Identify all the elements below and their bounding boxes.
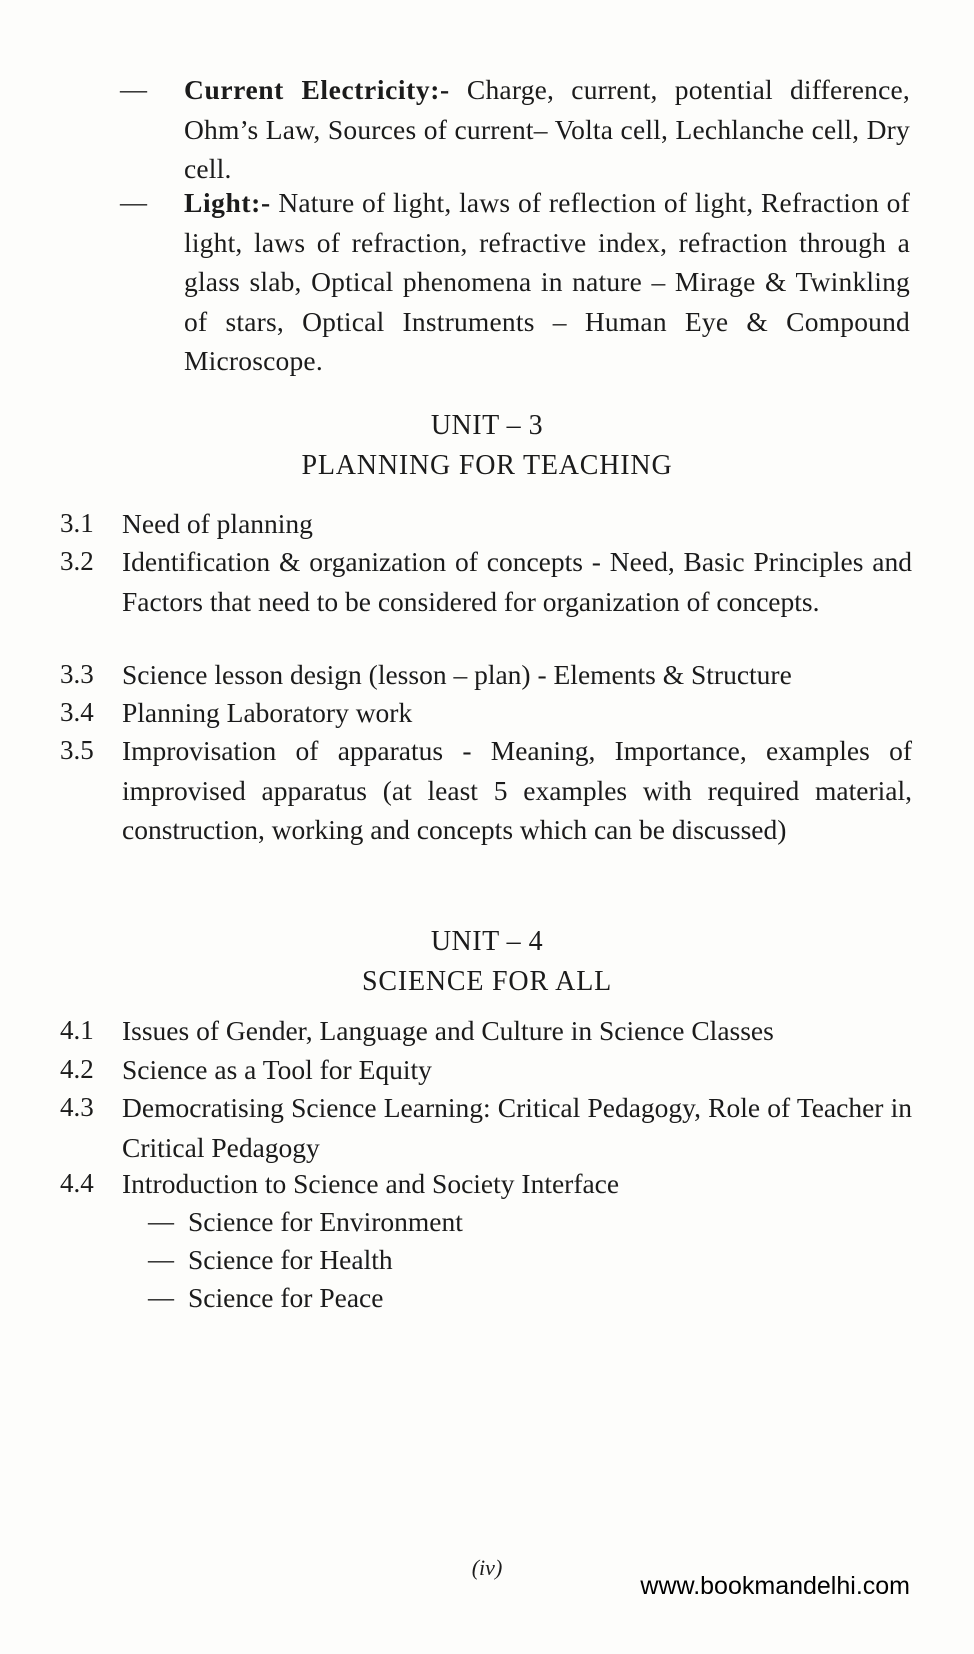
dash-bullet: —	[148, 1245, 174, 1274]
dash-bullet: —	[120, 74, 147, 104]
list-item-3-1	[60, 504, 912, 544]
list-item-4-3	[60, 1088, 912, 1167]
item-number: 3.3	[60, 659, 94, 689]
sub-item-text: Science for Health	[188, 1244, 393, 1275]
item-number: 4.3	[60, 1092, 94, 1122]
list-item-3-2	[60, 542, 912, 621]
list-item-4-4	[60, 1164, 912, 1204]
item-text: Democratising Science Learning: Critical Pedagogy, Role of Teacher in Critical Pedagogy	[122, 1092, 912, 1163]
page-number: (iv)	[471, 1555, 503, 1580]
unit-4-heading	[0, 922, 974, 1002]
unit-3-label: UNIT – 3	[430, 410, 544, 441]
unit-4-title: SCIENCE FOR ALL	[361, 966, 613, 997]
item-text: Identification & organization of concepts - Need, Basic Principles and Factors that need to be considered for organization of concepts.	[122, 546, 912, 617]
unit-4-label: UNIT – 4	[430, 926, 544, 957]
dash-bullet: —	[148, 1207, 174, 1236]
dash-bullet: —	[120, 187, 147, 217]
item-number: 3.4	[60, 697, 94, 727]
list-item-3-3	[60, 655, 912, 695]
unit-3-title: PLANNING FOR TEACHING	[301, 450, 673, 481]
list-item-4-2	[60, 1050, 912, 1090]
sub-item-text: Science for Environment	[188, 1206, 463, 1237]
description-current-electricity: Charge, current, potential difference, Ohm’s Law, Sources of current– Volta cell, Lechlanche cell, Dry cell.	[184, 74, 910, 184]
dash-item-current-electricity	[120, 70, 910, 189]
term-current-electricity: Current Electricity:-	[184, 74, 450, 105]
item-text: Introduction to Science and Society Interface	[122, 1168, 620, 1199]
dash-bullet: —	[148, 1283, 174, 1312]
list-item-4-1	[60, 1011, 912, 1051]
item-number: 4.2	[60, 1054, 94, 1084]
item-number: 4.4	[60, 1168, 94, 1198]
sub-item-environment	[148, 1202, 848, 1242]
item-number: 4.1	[60, 1015, 94, 1045]
item-text: Improvisation of apparatus - Meaning, Importance, examples of improvised apparatus (at least 5 examples with required material, construction, working and concepts which can be discussed)	[122, 735, 912, 845]
item-text: Need of planning	[122, 508, 313, 539]
sub-item-peace	[148, 1278, 848, 1318]
item-text: Planning Laboratory work	[122, 697, 413, 728]
list-item-3-5	[60, 731, 912, 850]
dash-item-text	[184, 183, 910, 381]
watermark-link[interactable]: www.bookmandelhi.com	[640, 1572, 910, 1600]
dash-item-text	[184, 70, 910, 189]
item-text: Issues of Gender, Language and Culture in Science Classes	[122, 1015, 774, 1046]
term-light: Light:-	[184, 187, 271, 218]
sub-item-health	[148, 1240, 848, 1280]
list-item-3-4	[60, 693, 912, 733]
item-number: 3.2	[60, 546, 94, 576]
item-number: 3.1	[60, 508, 94, 538]
description-light: Nature of light, laws of reflection of light, Refraction of light, laws of refraction, refractive index, refraction through a glass slab, Optical phenomena in nature – Mirage & Twinkling of stars, Optical Instruments – Human Eye & Compound Microscope.	[184, 187, 910, 376]
sub-item-text: Science for Peace	[188, 1282, 384, 1313]
unit-3-heading	[0, 406, 974, 486]
item-text: Science as a Tool for Equity	[122, 1054, 432, 1085]
item-number: 3.5	[60, 735, 94, 765]
item-text: Science lesson design (lesson – plan) - Elements & Structure	[122, 659, 792, 690]
dash-item-light	[120, 183, 910, 381]
